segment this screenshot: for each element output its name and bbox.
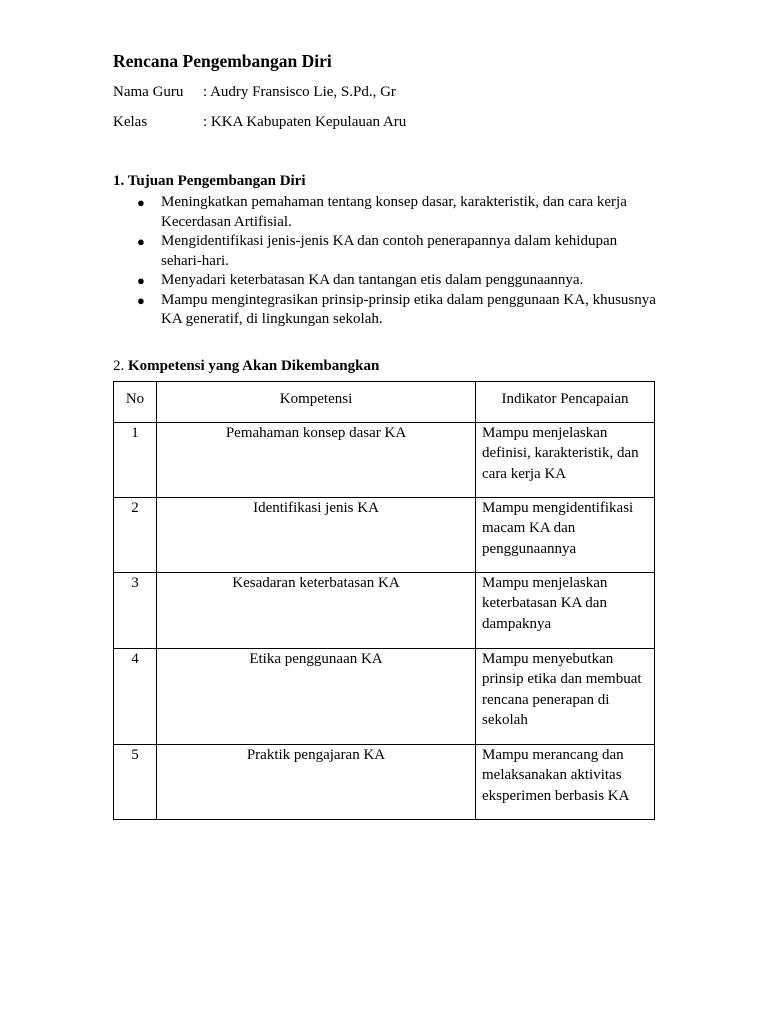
cell-indikator: Mampu menjelaskan definisi, karakteristik, dan cara kerja KA bbox=[476, 422, 655, 497]
list-item bbox=[113, 232, 658, 271]
column-header-no: No bbox=[114, 381, 157, 422]
cell-no: 1 bbox=[114, 422, 157, 497]
list-item-text: Mampu mengintegrasikan prinsip-prinsip etika dalam penggunaan KA, khususnya KA generatif, di lingkungan sekolah. bbox=[161, 291, 656, 327]
list-item bbox=[113, 271, 658, 291]
meta-row-kelas bbox=[113, 112, 658, 132]
meta-row-nama-guru bbox=[113, 82, 658, 102]
column-header-kompetensi: Kompetensi bbox=[157, 381, 476, 422]
goals-list bbox=[113, 193, 658, 330]
table-row bbox=[114, 648, 655, 744]
list-item-text: Menyadari keterbatasan KA dan tantangan etis dalam penggunaannya. bbox=[161, 272, 584, 288]
meta-label: Nama Guru bbox=[113, 84, 184, 100]
list-item bbox=[113, 291, 658, 330]
cell-kompetensi: Identifikasi jenis KA bbox=[157, 497, 476, 572]
bullet-icon: ● bbox=[137, 273, 145, 288]
document-page bbox=[113, 50, 658, 820]
cell-kompetensi: Etika penggunaan KA bbox=[157, 648, 476, 744]
table-row bbox=[114, 572, 655, 648]
cell-no: 5 bbox=[114, 744, 157, 819]
list-item-text: Mengidentifikasi jenis-jenis KA dan contoh penerapannya dalam kehidupan sehari-hari. bbox=[161, 233, 618, 269]
cell-kompetensi: Praktik pengajaran KA bbox=[157, 744, 476, 819]
section-number: 2. bbox=[113, 357, 128, 374]
column-header-indikator: Indikator Pencapaian bbox=[476, 381, 655, 422]
bullet-icon: ● bbox=[137, 292, 145, 308]
cell-no: 3 bbox=[114, 572, 157, 648]
cell-indikator: Mampu merancang dan melaksanakan aktivitas eksperimen berbasis KA bbox=[476, 744, 655, 819]
table-row bbox=[114, 422, 655, 497]
cell-indikator: Mampu menyebutkan prinsip etika dan membuat rencana penerapan di sekolah bbox=[476, 648, 655, 744]
cell-kompetensi: Pemahaman konsep dasar KA bbox=[157, 422, 476, 497]
cell-indikator: Mampu mengidentifikasi macam KA dan penggunaannya bbox=[476, 497, 655, 572]
section-heading-tujuan: 1. Tujuan Pengembangan Diri bbox=[113, 173, 306, 189]
bullet-icon: ● bbox=[137, 234, 145, 249]
list-item bbox=[113, 193, 658, 232]
meta-label: Kelas bbox=[113, 114, 148, 130]
cell-kompetensi: Kesadaran keterbatasan KA bbox=[157, 572, 476, 648]
table-row bbox=[114, 497, 655, 572]
cell-no: 2 bbox=[114, 497, 157, 572]
meta-value: : KKA Kabupaten Kepulauan Aru bbox=[203, 114, 407, 130]
bullet-icon: ● bbox=[137, 195, 145, 210]
table-row bbox=[114, 744, 655, 819]
section-heading-kompetensi bbox=[113, 356, 658, 376]
document-title: Rencana Pengembangan Diri bbox=[113, 51, 332, 71]
list-item-text: Meningkatkan pemahaman tentang konsep dasar, karakteristik, dan cara kerja Kecerdasan Artifisial. bbox=[161, 194, 627, 230]
section-title: Kompetensi yang Akan Dikembangkan bbox=[128, 357, 380, 374]
cell-no: 4 bbox=[114, 648, 157, 744]
competency-table bbox=[113, 381, 655, 820]
cell-indikator: Mampu menjelaskan keterbatasan KA dan dampaknya bbox=[476, 572, 655, 648]
table-header-row bbox=[114, 381, 655, 422]
meta-value: : Audry Fransisco Lie, S.Pd., Gr bbox=[203, 84, 396, 100]
